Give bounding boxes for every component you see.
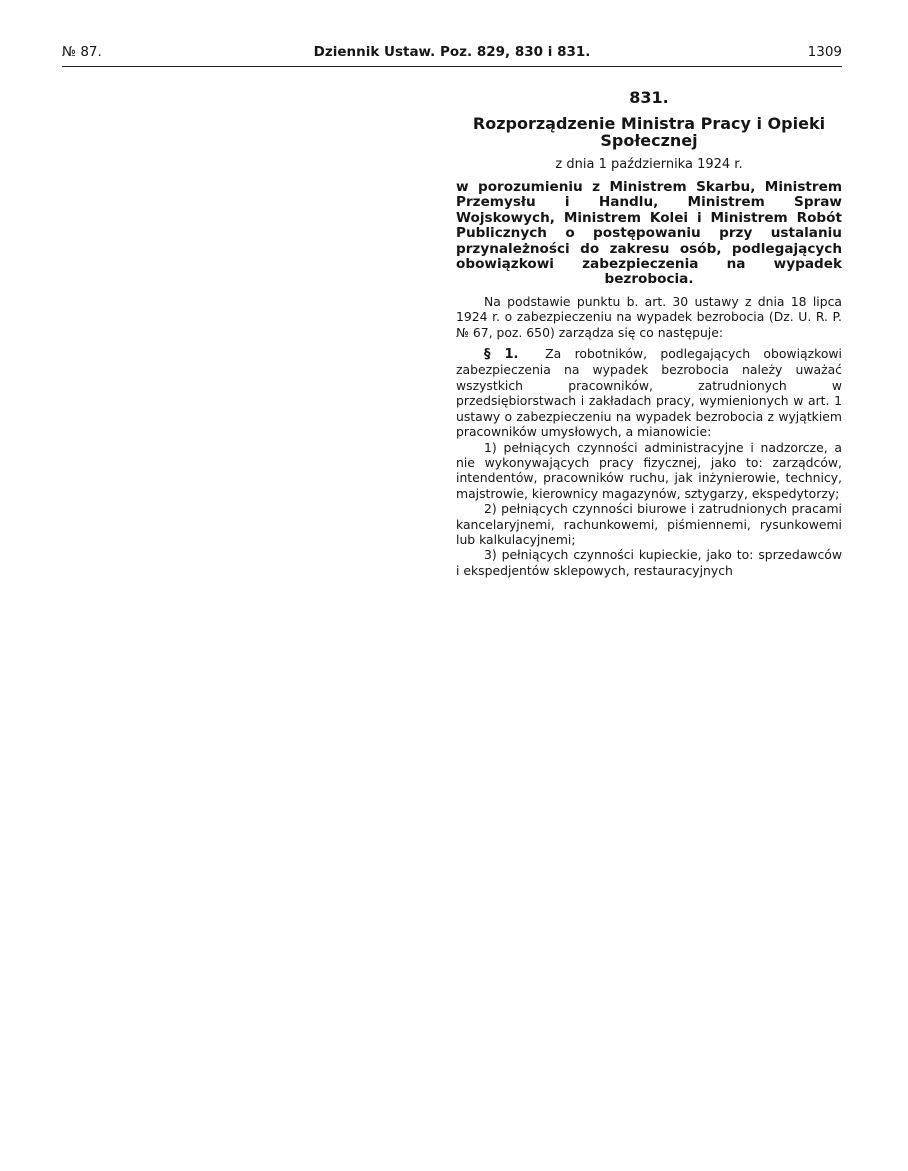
document-title: Rozporządzenie Ministra Pracy i Opieki Społecznej — [472, 114, 826, 150]
page-number: 1309 — [807, 44, 842, 60]
document-subtitle: w porozumieniu z Ministrem Skarbu, Ministrem Przemysłu i Handlu, Ministrem Spraw Wojskowych, Ministrem Kolei i Ministrem Robót Publicznych o postępowaniu przy ustalaniu przynależności do zakresu osób, podlegających obowiązkowi zabezpieczenia na wypadek bezrobocia. — [456, 179, 842, 288]
section-1-text: Za robotników, podlegających obowiązkowi zabezpieczenia na wypadek bezrobocia należy uważać wszystkich pracowników, zatrudnionych w przedsiębiorstwach i zakładach pracy, wymienionych w art. 1 ustawy o zabezpieczeniu na wypadek bezrobocia z wyjątkiem pracowników umysłowych, a mianowicie: — [456, 346, 842, 440]
document-date: z dnia 1 października 1924 r. — [555, 157, 743, 172]
section-1 — [456, 346, 842, 439]
document-number: 831. — [629, 88, 669, 107]
section-1-label: § 1. — [484, 347, 519, 363]
journal-title: Dziennik Ustaw. Poz. 829, 830 i 831. — [313, 44, 591, 60]
preamble: Na podstawie punktu b. art. 30 ustawy z dnia 18 lipca 1924 r. o zabezpieczeniu na wypadek bezrobocia (Dz. U. R. P. № 67, poz. 650) zarządza się co następuje: — [456, 293, 842, 340]
list-item: 3) pełniących czynności kupieckie, jako to: sprzedawców i ekspedjentów sklepowych, restauracyjnych — [456, 547, 842, 578]
issue-number: № 87. — [62, 44, 102, 60]
list-item: 1) pełniących czynności administracyjne i nadzorcze, a nie wykonywających pracy fizycznej, jako to: zarządców, intendentów, pracowników ruchu, jak inżynierowie, technicy, majstrowie, kierownicy magazynów, sztygarzy, ekspedytorzy; — [456, 439, 842, 501]
document-column — [456, 84, 842, 578]
page-header — [62, 40, 842, 67]
list-item: 2) pełniących czynności biurowe i zatrudnionych pracami kancelaryjnemi, rachunkowemi, piśmiennemi, rysunkowemi lub kalkulacyjnemi; — [456, 501, 842, 547]
